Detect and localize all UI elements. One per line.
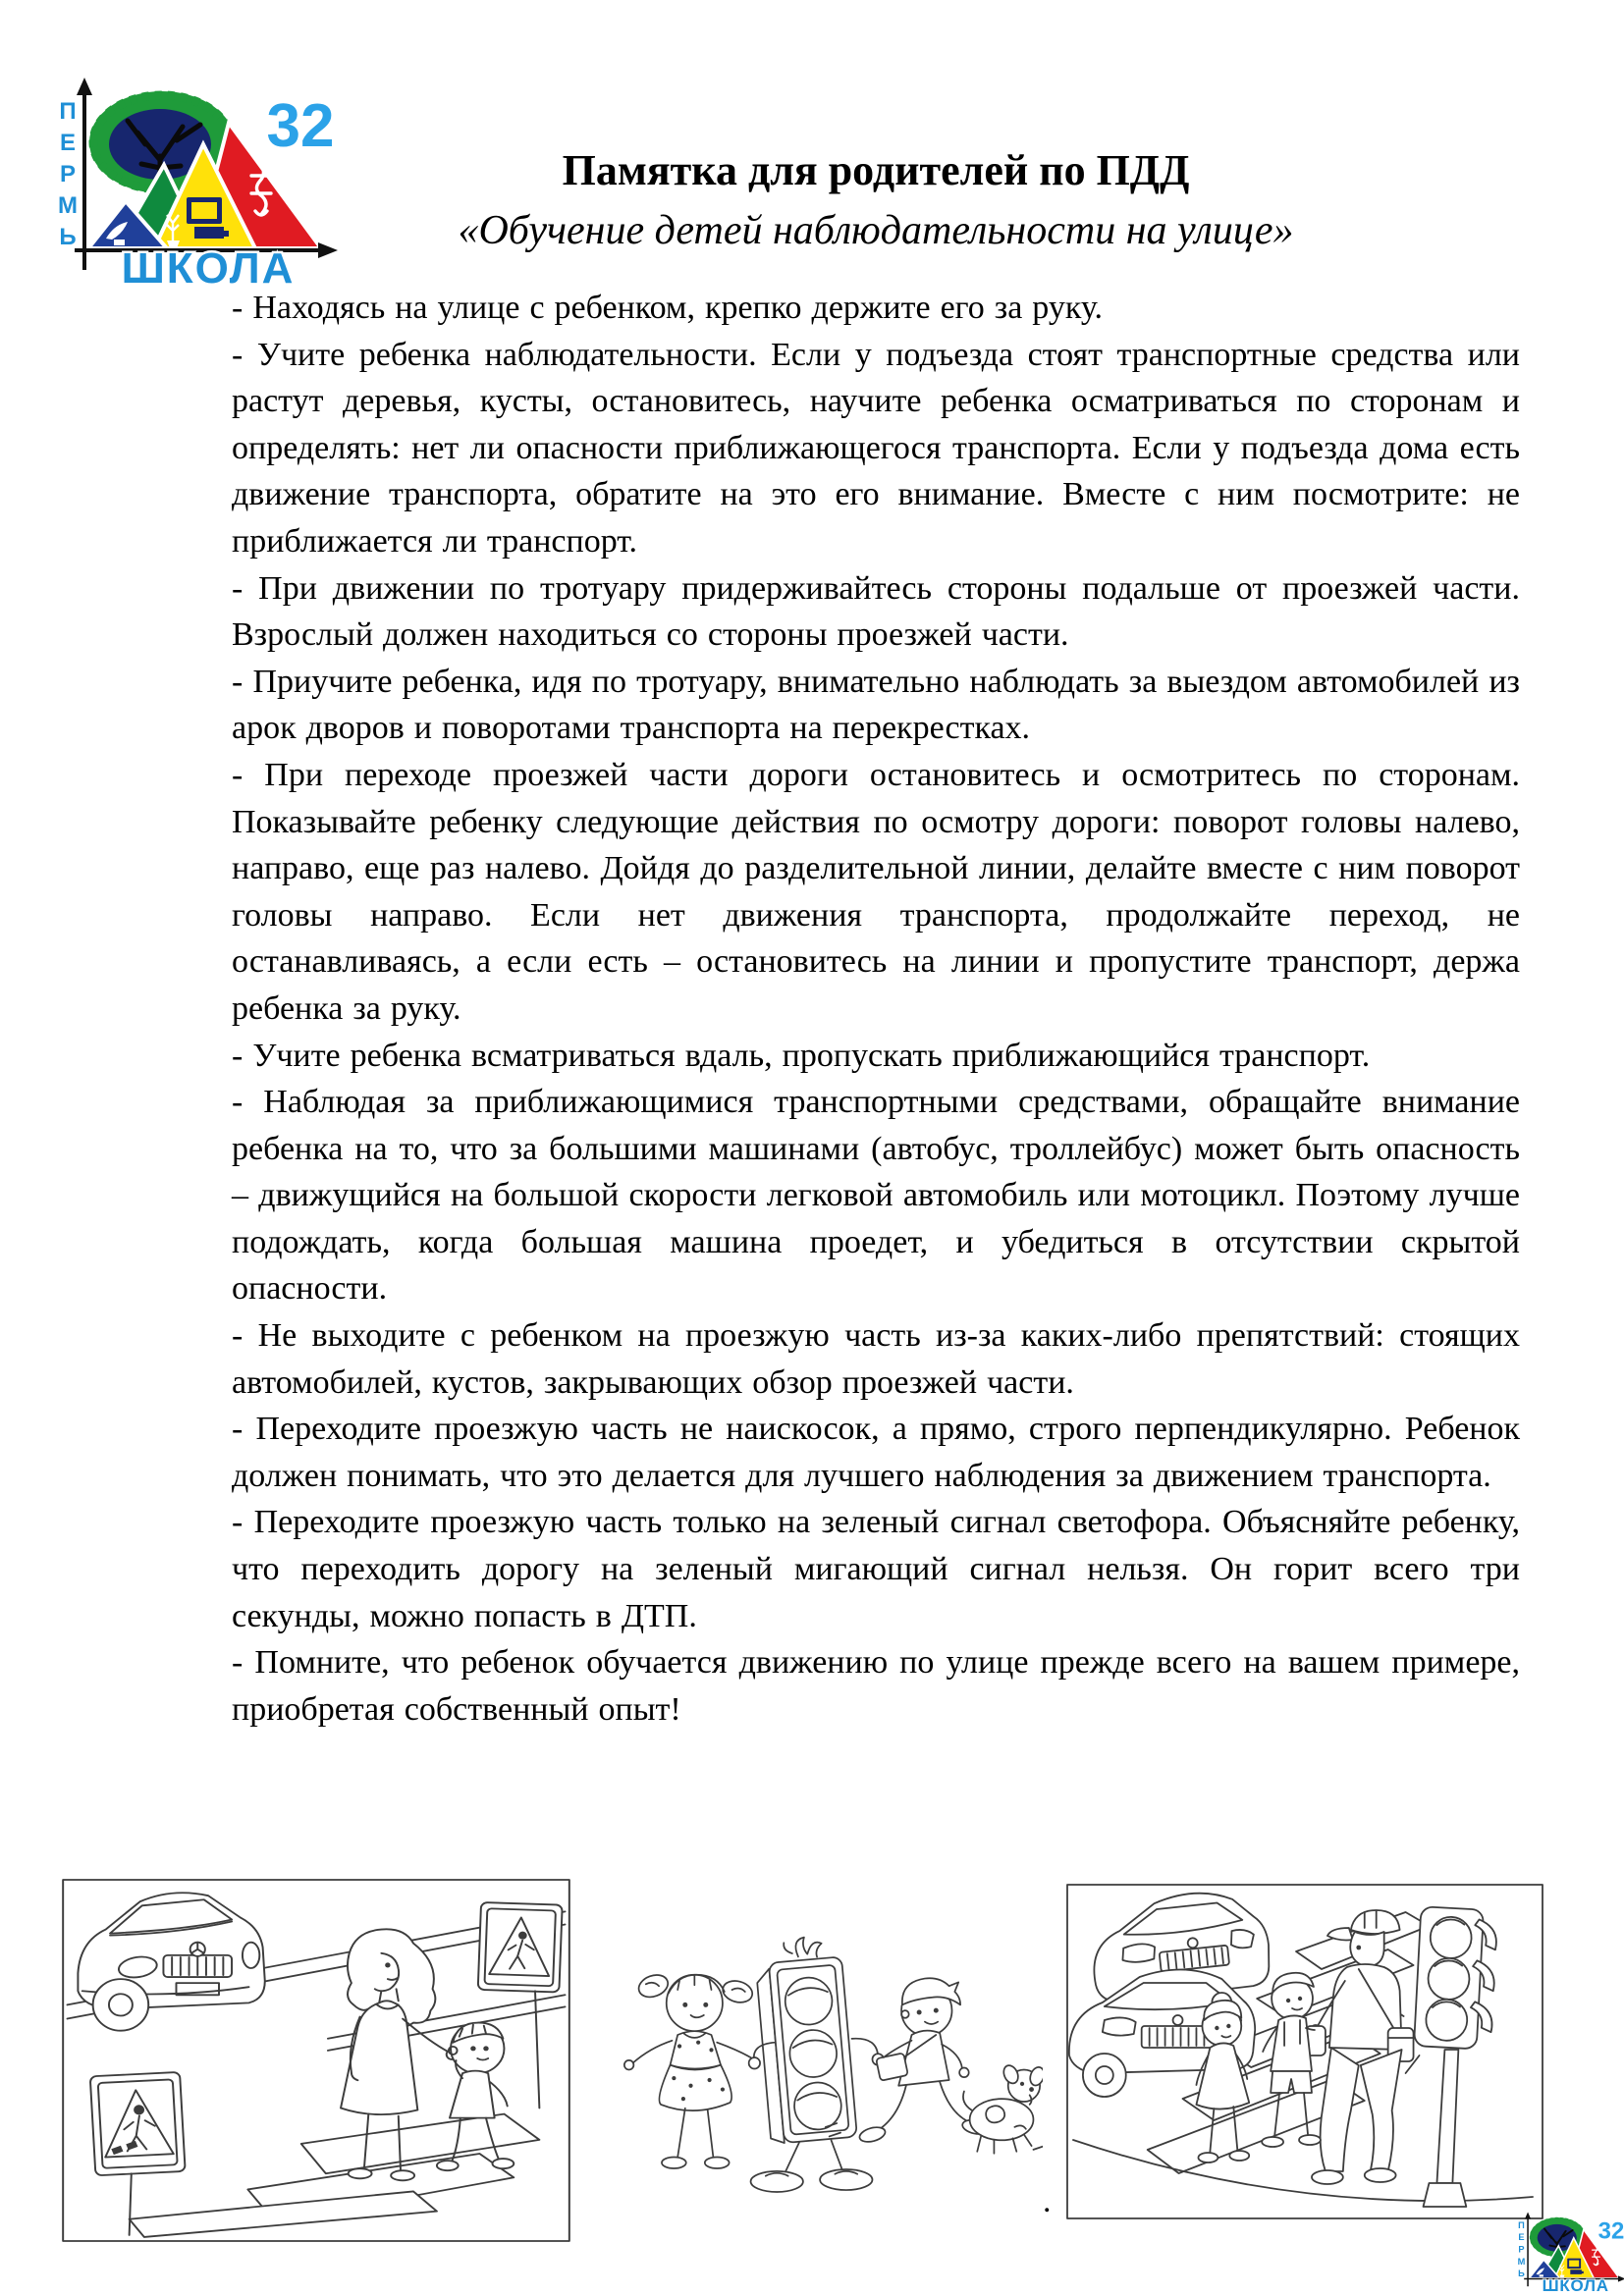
memo-paragraph: - Приучите ребенка, идя по тротуару, внимательно наблюдать за выездом автомобилей из арок дворов и поворотами транспорта на перекрестках.	[232, 663, 1520, 747]
dog-figure	[963, 2063, 1043, 2154]
memo-paragraph: - Учите ребенка всматриваться вдаль, пропускать приближающийся транспорт.	[232, 1037, 1371, 1074]
memo-paragraph: - Учите ребенка наблюдательности. Если у подъезда стоят транспортные средства или растут деревья, кусты, остановитесь, научите ребенка осматриваться по сторонам и определять: нет ли опасности приближающегося транспорта. Если у подъезда дома есть движение транспорта, обратите на это его внимание. Вместе с ним посмотрите: не приближается ли транспорт.	[232, 336, 1520, 560]
memo-paragraph: - Переходите проезжую часть только на зеленый сигнал светофора. Объясняйте ребенку, что переходить дорогу на зеленый мигающий сигнал нельзя. Он горит всего три секунды, можно попасть в ДТП.	[232, 1504, 1520, 1634]
page-subtitle: «Обучение детей наблюдательности на улице»	[458, 208, 1294, 253]
memo-paragraph: - При движении по тротуару придерживайтесь стороны подальше от проезжей части. Взрослый должен находиться со стороны проезжей части.	[232, 569, 1520, 654]
separator-dot: .	[1043, 2183, 1052, 2219]
pedestrian-crossing-sign-icon	[478, 1902, 563, 1993]
memo-text	[232, 285, 1520, 1733]
memo-paragraph: - При переходе проезжей части дороги остановитесь и осмотритесь по сторонам. Показывайте ребенку следующие действия по осмотру дороги: поворот головы налево, направо, еще раз налево. Дойдя до разделительной линии, делайте вместе с ним поворот головы направо. Если нет движения транспорта, продолжайте переход, не останавливаясь, а если есть – остановитесь на линии и пропустите транспорт, держа ребенка за руку.	[232, 756, 1520, 1027]
pedestrians-at-traffic-light-illustration	[1065, 1883, 1544, 2220]
traffic-light-character-illustration	[601, 1924, 1043, 2214]
memo-paragraph: - Находясь на улице с ребенком, крепко держите его за руку.	[232, 290, 1103, 326]
girl-figure	[624, 1971, 755, 2168]
memo-paragraph: - Не выходите с ребенком на проезжую часть из-за каких-либо препятствий: стоящих автомобилей, кустов, закрывающих обзор проезжей части.	[232, 1317, 1520, 1401]
mother-and-child-crosswalk-illustration	[61, 1878, 571, 2243]
memo-paragraph: - Наблюдая за приближающимися транспортными средствами, обращайте внимание ребенка на то, что за большими машинами (автобус, троллейбус) может быть опасность – движущийся на большой скорости легковой автомобиль или мотоцикл. Поэтому лучше подождать, когда большая машина проедет, и убедиться в отсутствии скрытой опасности.	[232, 1084, 1520, 1308]
memo-paragraph: - Помните, что ребенок обучается движению по улице прежде всего на вашем примере, приобретая собственный опыт!	[232, 1644, 1520, 1728]
school-logo-bottom	[1518, 2211, 1624, 2292]
pedestrian-crossing-sign-icon	[90, 2072, 186, 2175]
traffic-light-character	[749, 1934, 884, 2192]
page-title: Памятка для родителей по ПДД	[562, 146, 1190, 194]
memo-paragraph: - Переходите проезжую часть не наискосок, а прямо, строго перпендикулярно. Ребенок должен понимать, что это делается для лучшего наблюдения за движением транспорта.	[232, 1411, 1520, 1494]
